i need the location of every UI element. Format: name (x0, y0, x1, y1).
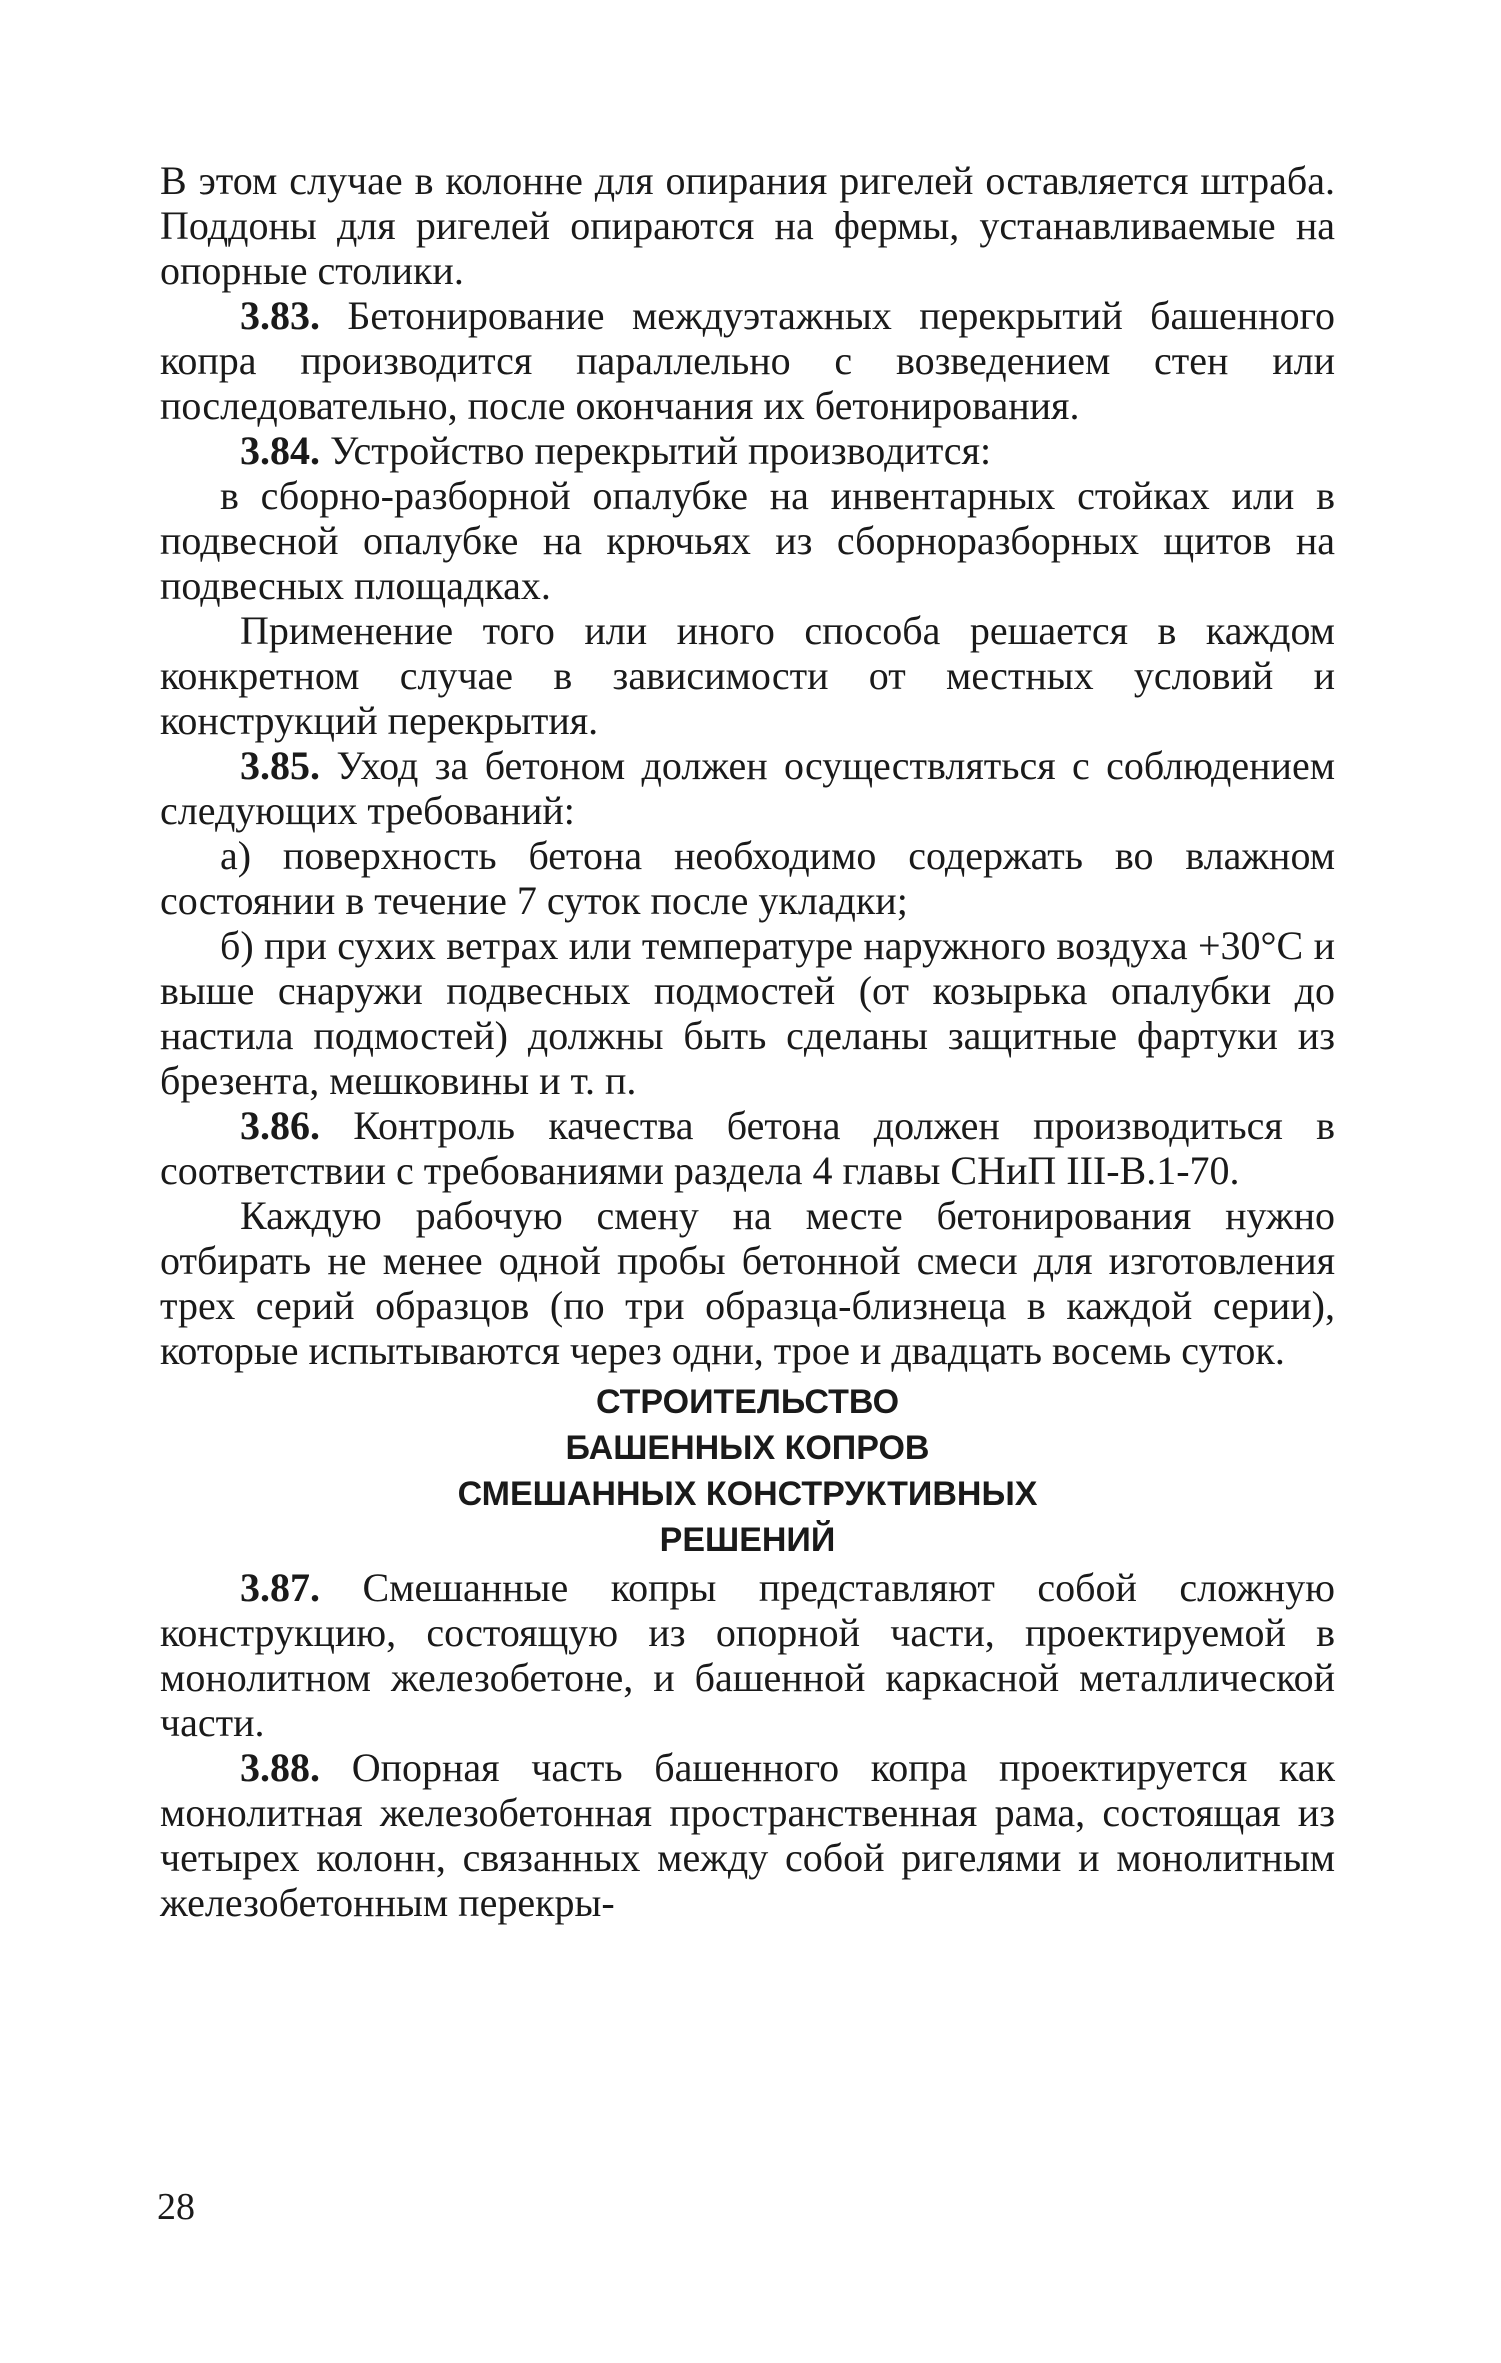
paragraph-3-85: 3.85. Уход за бетоном должен осуществляться с соблюдением следующих требований: (160, 743, 1336, 833)
paragraph: в сборно-разборной опалубке на инвентарных стойках или в подвесной опалубке на крючьях из сборноразборных щитов на подвесных площадках. (160, 473, 1335, 608)
paragraph-number: 3.88. (240, 1745, 320, 1790)
paragraph-3-87: 3.87. Смешанные копры представляют собой сложную конструкцию, состоящую из опорной части, проектируемой в монолитном железобетоне, и башенной каркасной металлической части. (160, 1565, 1335, 1745)
paragraph: В этом случае в колонне для опирания ригелей оставляется штраба. Поддоны для ригелей опираются на фермы, устанавливаемые на опорные столики. (160, 158, 1335, 293)
heading-line: БАШЕННЫХ КОПРОВ (565, 1429, 930, 1467)
paragraph-number: 3.83. (240, 293, 320, 338)
paragraph-3-88: 3.88. Опорная часть башенного копра проектируется как монолитная железобетонная пространственная рама, состоящая из четырех колонн, связанных между собой ригелями и монолитным железобетонным перекры- (160, 1745, 1336, 1925)
paragraph: Применение того или иного способа решается в каждом конкретном случае в зависимости от местных условий и конструкций перекрытия. (160, 608, 1335, 743)
paragraph-number: 3.86. (240, 1103, 320, 1148)
heading-line: СМЕШАННЫХ КОНСТРУКТИВНЫХ (457, 1475, 1038, 1513)
paragraph: Каждую рабочую смену на месте бетонирования нужно отбирать не менее одной пробы бетонной смеси для изготовления трех серий образцов (по три образца-близнеца в каждой серии), которые испытываются через одни, трое и двадцать восемь суток. (160, 1193, 1335, 1373)
body-text (160, 158, 1335, 1925)
paragraph-number: 3.85. (240, 743, 320, 788)
paragraph-3-83: 3.83. Бетонирование междуэтажных перекрытий башенного копра производится параллельно с возведением стен или последовательно, после окончания их бетонирования. (160, 293, 1335, 428)
paragraph-number: 3.84. (240, 428, 320, 473)
list-item: б) при сухих ветрах или температуре наружного воздуха +30°С и выше снаружи подвесных подмостей (от козырька опалубки до настила подмостей) должны быть сделаны защитные фартуки из брезента, мешковины и т. п. (160, 923, 1335, 1103)
paragraph-number: 3.87. (240, 1565, 320, 1610)
paragraph-3-86: 3.86. Контроль качества бетона должен производиться в соответствии с требованиями раздела 4 главы СНиП III-В.1-70. (160, 1103, 1336, 1193)
list-item: а) поверхность бетона необходимо содержать во влажном состоянии в течение 7 суток после укладки; (160, 833, 1335, 923)
page-number: 28 (157, 2186, 195, 2228)
paragraph-3-84: 3.84. Устройство перекрытий производится: (240, 428, 992, 473)
heading-line: СТРОИТЕЛЬСТВО (595, 1383, 900, 1421)
section-heading (160, 1379, 1335, 1563)
heading-line: РЕШЕНИЙ (659, 1521, 836, 1559)
